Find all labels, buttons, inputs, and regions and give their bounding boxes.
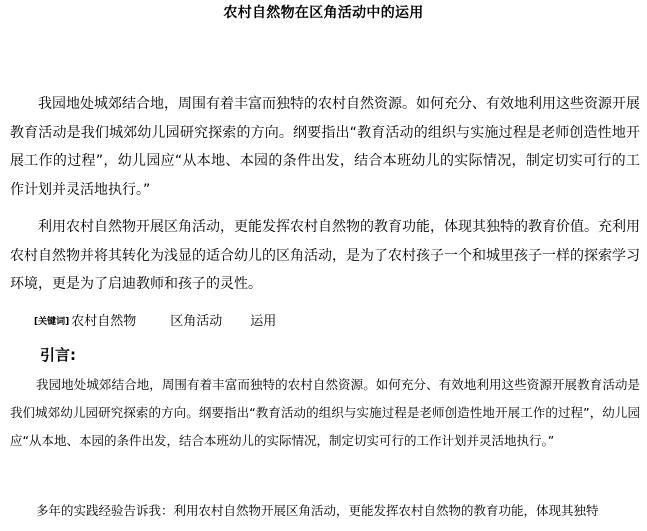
document-title: 农村自然物在区角活动中的运用: [223, 5, 424, 21]
intro-paragraph-1: 我园地处城郊结合地，周围有着丰富而独特的农村自然资源。如何充分、有效地利用这些资源开展教育活动是我们城郊幼儿园研究探索的方向。纲要指出“教育活动的组织与实施过程是老师创造性地开展工作的过程”，幼儿园应“从本地、本园的条件出发，结合本班幼儿的实际情况，制定切实可行的工作计划并灵活地执行。”: [10, 377, 640, 448]
intro-heading: 引言:: [40, 346, 76, 364]
keyword-item: 运用: [250, 314, 277, 329]
abstract-paragraph-1: 我园地处城郊结合地，周围有着丰富而独特的农村自然资源。如何充分、有效地利用这些资源开展教育活动是我们城郊幼儿园研究探索的方向。纲要指出“教育活动的组织与实施过程是老师创造性地开展工作的过程”，幼儿园应“从本地、本园的条件出发，结合本班幼儿的实际情况，制定切实可行的工作计划并灵活地执行。”: [10, 96, 640, 198]
keyword-item: 农村自然物: [71, 314, 137, 329]
keywords-label: [关键词]: [34, 317, 70, 327]
keyword-item: 区角活动: [170, 314, 223, 329]
abstract-paragraph-2: 利用农村自然物开展区角活动，更能发挥农村自然物的教育功能，体现其独特的教育价值。充利用农村自然物并将其转化为浅显的适合幼儿的区角活动，是为了农村孩子一个和城里孩子一样的探索学习环境，更是为了启迪教师和孩子的灵性。: [10, 219, 640, 292]
keywords-line: [34, 313, 276, 331]
intro-paragraph-2: 多年的实践经验告诉我：利用农村自然物开展区角活动，更能发挥农村自然物的教育功能，体现其独特: [36, 503, 599, 518]
